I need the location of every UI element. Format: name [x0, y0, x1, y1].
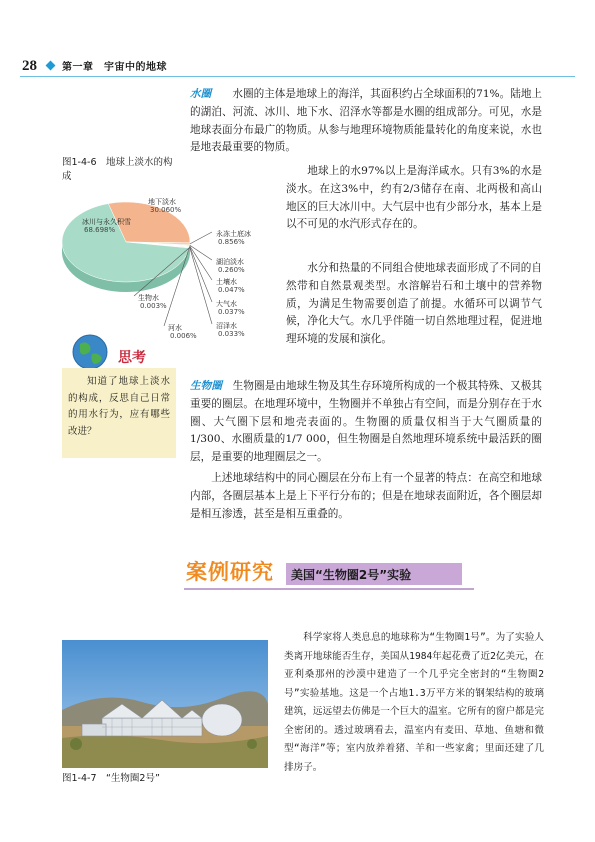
pie-slice-value: 0.006% — [170, 332, 197, 340]
think-label: 思考 — [118, 350, 146, 366]
pie-slice-label: 地下淡水 — [148, 198, 176, 206]
pie-leader-line — [190, 232, 212, 244]
header-rule — [20, 76, 575, 77]
case-study-title: 案例研究 — [186, 560, 274, 584]
biosphere2-photo — [62, 640, 268, 768]
pie-slice-label: 土壤水 — [216, 278, 237, 286]
pie-slice-value: 68.698% — [84, 226, 116, 234]
pie-slice-label: 湖泊淡水 — [216, 258, 244, 266]
pie-slice-label: 永冻土底冰 — [216, 230, 251, 238]
biosphere-paragraph-2: 上述地球结构中的同心圈层在分布上有一个显著的特点：在高空和地球内部，各圈层基本上是上下平行分布的；但是在地球表面附近，各个圈层却是相互渗透，甚至是相互重叠的。 — [190, 472, 542, 520]
figure-1-4-7-caption: 图1-4-7 “生物圈2号” — [62, 773, 160, 784]
diamond-icon — [46, 61, 56, 71]
figure-1-4-6-caption: 图1-4-6 地球上淡水的构成 — [62, 157, 173, 182]
pie-leader-line — [190, 245, 212, 260]
pie-slice-value: 0.037% — [218, 308, 245, 316]
think-text: 知道了地球上淡水的构成，反思自己日常的用水行为，应有哪些改进？ — [68, 376, 170, 437]
case-study-underline — [184, 588, 474, 590]
pie-slice-label: 生物水 — [138, 294, 159, 302]
pie-slice-value: 0.260% — [218, 266, 245, 274]
pie-leader-line — [190, 246, 212, 302]
pie-slice-label: 河水 — [168, 324, 182, 332]
pie-slice-value: 0.856% — [218, 238, 245, 246]
case-study-text: 科学家将人类息息的地球称为“生物圈1号”。为了实验人类离开地球能否生存，美国从1984年起花费了近2亿美元，在亚利桑那州的沙漠中建造了一个几乎完全密封的“生物圈2号”实验基地。这是一个占地1.3万平方米的钢架结构的玻璃建筑，远远望去仿佛是一个巨大的温室。它所有的窗户都是完全密闭的。透过玻璃看去，温室内有麦田、草地、鱼塘和微型“海洋”等；室内放养着猪、羊和一些家禽；里面还建了几排房子。 — [284, 632, 544, 773]
pie-leader-line — [190, 247, 212, 324]
case-study-subtitle: 美国“生物圈2号”实验 — [291, 568, 412, 582]
term-biosphere: 生物圈 — [190, 380, 223, 392]
pie-slice-value: 0.047% — [218, 286, 245, 294]
page-number: 28 — [22, 58, 37, 74]
pie-slice-label: 沼泽水 — [216, 322, 237, 330]
biosphere-paragraph-1: 生物圈 生物圈是由地球生物及其生存环境所构成的一个极其特殊、又极其重要的圈层。在地理环境中，生物圈并不单独占有空间，而是分别存在于水圈、大气圈下层和地壳表面的。生物圈的质量仅相当于大气圈质量的1/300、水圈质量的1/7 000，但生物圈是自然地理环境系统中最活跃的圈层，是重要的地理圈层之一。 — [190, 380, 543, 464]
hydrosphere-paragraph-3: 水分和热量的不同组合使地球表面形成了不同的自然带和自然景观类型。水溶解岩石和土壤中的营养物质，为满足生物需要创造了前提。水循环可以调节气候，净化大气。水几乎伴随一切自然地理过程，促进地理环境的发展和演化。 — [286, 262, 542, 346]
pie-slice-value: 0.003% — [140, 302, 167, 310]
chapter-title: 第一章 宇宙中的地球 — [62, 62, 167, 73]
hydrosphere-paragraph-1: 水圈 水圈的主体是地球上的海洋，其面积约占全球面积的71%。陆地上的湖泊、河流、冰川、地下水、沼泽水等都是水圈的组成部分。可见，水是地球表面分布最广的物质。从参与地理环境物质能量转化的角度来说，水也是地表最重要的物质。 — [190, 88, 543, 154]
pie-slice-label: 大气水 — [216, 300, 237, 308]
pie-slice-label: 冰川与永久积雪 — [82, 218, 131, 226]
pie-slice-value: 30.060% — [150, 206, 182, 214]
pie-slice-value: 0.033% — [218, 330, 245, 338]
freshwater-pie-chart — [56, 184, 286, 354]
term-hydrosphere: 水圈 — [190, 88, 212, 100]
hydrosphere-paragraph-2: 地球上的水97%以上是海洋咸水。只有3%的水是淡水。在这3%中，约有2/3储存在南、北两极和高山地区的巨大冰川中。大气层中也有少部分水，基本上是以不可见的水汽形式存在的。 — [286, 165, 542, 231]
globe-icon — [70, 332, 110, 372]
